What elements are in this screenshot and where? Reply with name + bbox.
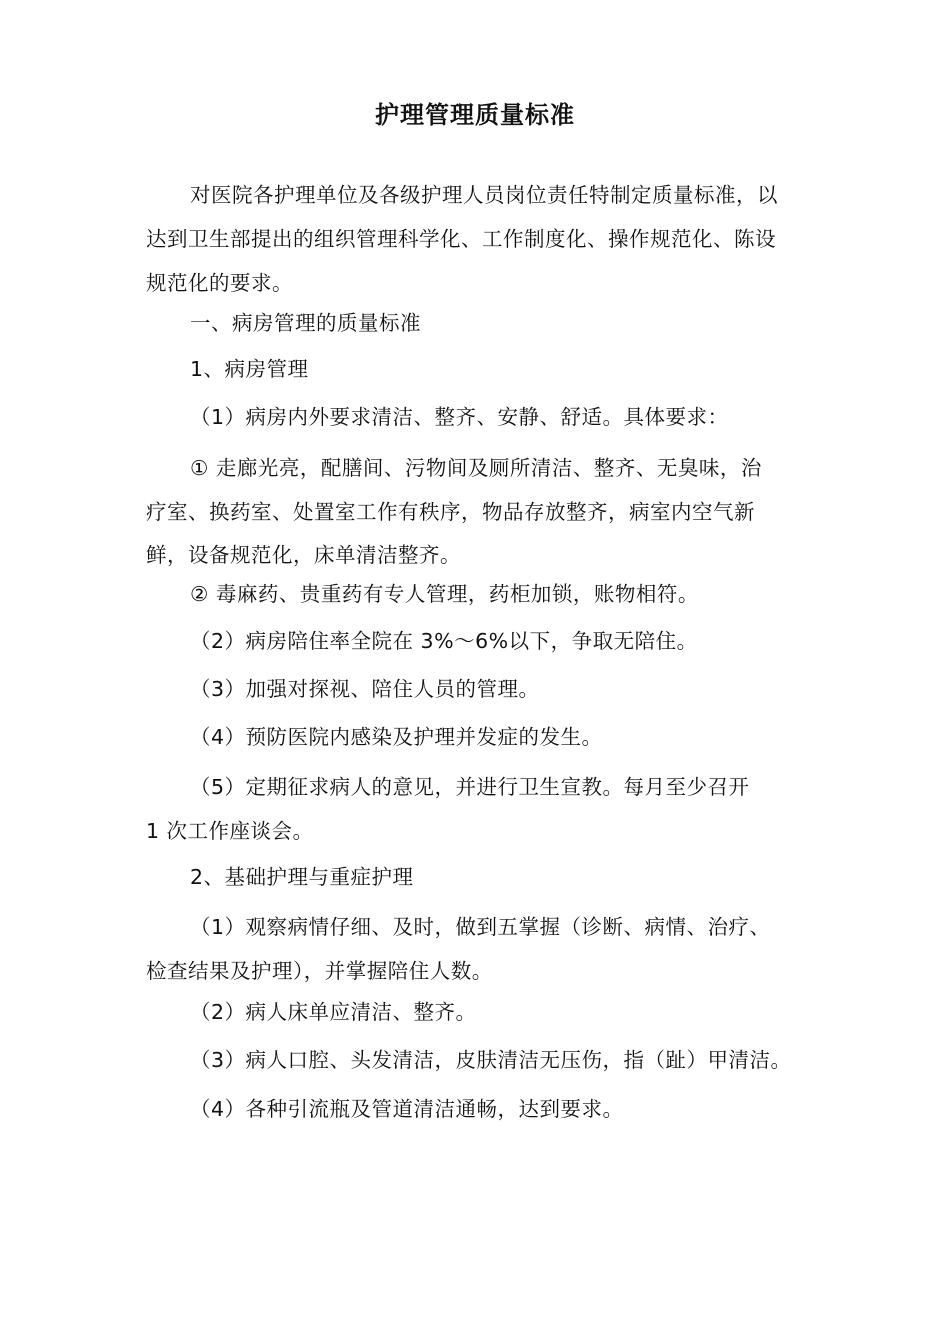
paragraph-item-1-5-line-2: 1 次工作座谈会。 <box>146 819 314 843</box>
intro-line-3: 规范化的要求。 <box>146 271 293 295</box>
paragraph-item-2-1-line-1: （1）观察病情仔细、及时，做到五掌握（诊断、病情、治疗、 <box>190 915 771 939</box>
section-heading-1: 一、病房管理的质量标准 <box>190 311 421 335</box>
paragraph-item-2-3: （3）病人口腔、头发清洁，皮肤清洁无压伤，指（趾）甲清洁。 <box>190 1048 792 1072</box>
intro-line-2: 达到卫生部提出的组织管理科学化、工作制度化、操作规范化、陈设 <box>146 227 776 251</box>
paragraph-item-1-5-line-1: （5）定期征求病人的意见，并进行卫生宣教。每月至少召开 <box>190 775 750 799</box>
subsection-heading-1: 1、病房管理 <box>190 357 309 381</box>
paragraph-subitem-1-line-1: ① 走廊光亮，配膳间、污物间及厕所清洁、整齐、无臭味，治 <box>190 456 762 480</box>
intro-line-1: 对医院各护理单位及各级护理人员岗位责任特制定质量标准，以 <box>190 183 778 207</box>
paragraph-subitem-2: ② 毒麻药、贵重药有专人管理，药柜加锁，账物相符。 <box>190 582 699 606</box>
paragraph-item-2-1-line-2: 检查结果及护理），并掌握陪住人数。 <box>146 959 493 983</box>
paragraph-item-1-4: （4）预防医院内感染及护理并发症的发生。 <box>190 725 603 749</box>
paragraph-item-1-1: （1）病房内外要求清洁、整齐、安静、舒适。具体要求： <box>190 405 729 429</box>
paragraph-item-2-2: （2）病人床单应清洁、整齐。 <box>190 1000 477 1024</box>
paragraph-item-1-3: （3）加强对探视、陪住人员的管理。 <box>190 677 540 701</box>
paragraph-subitem-1-line-3: 鲜，设备规范化，床单清洁整齐。 <box>146 543 461 567</box>
document-title: 护理管理质量标准 <box>375 101 575 129</box>
paragraph-subitem-1-line-2: 疗室、换药室、处置室工作有秩序，物品存放整齐，病室内空气新 <box>146 500 755 524</box>
subsection-heading-2: 2、基础护理与重症护理 <box>190 865 414 889</box>
paragraph-item-1-2: （2）病房陪住率全院在 3%～6%以下，争取无陪住。 <box>190 629 698 653</box>
paragraph-item-2-4: （4）各种引流瓶及管道清洁通畅，达到要求。 <box>190 1097 624 1121</box>
